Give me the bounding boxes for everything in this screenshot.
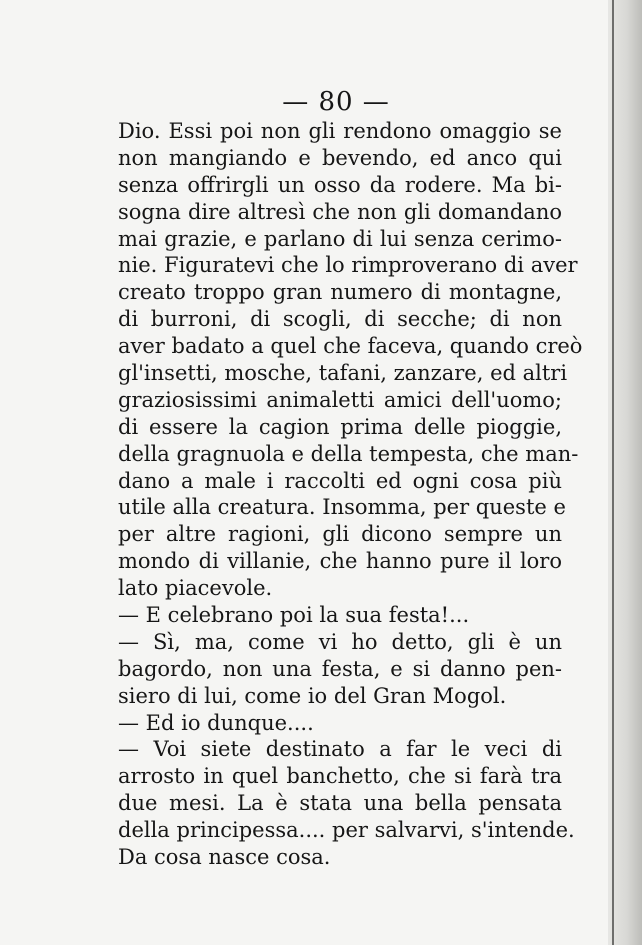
text-line: gl'insetti, mosche, tafani, zanzare, ed altri: [118, 361, 568, 386]
text-line: graziosissimi animaletti amici dell'uomo;: [118, 387, 562, 412]
text-line: bagordo, non una festa, e si danno pen-: [118, 656, 562, 681]
text-line: — Sì, ma, come vi ho detto, gli è un: [118, 629, 562, 654]
body-text: [118, 118, 583, 871]
text-line: utile alla creatura. Insomma, per queste e: [118, 495, 566, 520]
text-line: — E celebrano poi la sua festa!...: [118, 603, 470, 628]
text-line: mondo di villanie, che hanno pure il loro: [118, 549, 562, 574]
text-line: della principessa.... per salvarvi, s'intende.: [118, 818, 575, 843]
text-line: nie. Figuratevi che lo rimproverano di aver: [118, 253, 578, 278]
text-line: Da cosa nasce cosa.: [118, 845, 331, 870]
text-line: sogna dire altresì che non gli domandano: [118, 199, 562, 224]
text-line: di essere la cagion prima delle pioggie,: [118, 414, 562, 439]
text-line: mai grazie, e parlano di lui senza cerimo-: [118, 226, 562, 251]
page-number: — 80 —: [282, 87, 390, 117]
text-line: siero di lui, come io del Gran Mogol.: [118, 683, 507, 708]
text-line: non mangiando e bevendo, ed anco qui: [118, 145, 562, 170]
text-line: aver badato a quel che faceva, quando creò: [118, 334, 583, 359]
text-line: di burroni, di scogli, di secche; di non: [118, 307, 562, 332]
text-line: lato piacevole.: [118, 576, 273, 601]
text-line: dano a male i raccolti ed ogni cosa più: [118, 468, 562, 493]
text-line: creato troppo gran numero di montagne,: [118, 280, 562, 305]
text-line: due mesi. La è stata una bella pensata: [118, 791, 562, 816]
page-fold-line: [612, 0, 614, 945]
text-line: per altre ragioni, gli dicono sempre un: [118, 522, 562, 547]
text-line: Dio. Essi poi non gli rendono omaggio se: [118, 119, 562, 143]
text-line: arrosto in quel banchetto, che si farà tra: [118, 764, 562, 789]
text-line: della gragnuola e della tempesta, che man-: [118, 441, 579, 466]
text-line: — Voi siete destinato a far le veci di: [118, 737, 562, 762]
text-line: senza offrirgli un osso da rodere. Ma bi-: [118, 172, 562, 197]
text-line: — Ed io dunque....: [118, 710, 314, 735]
